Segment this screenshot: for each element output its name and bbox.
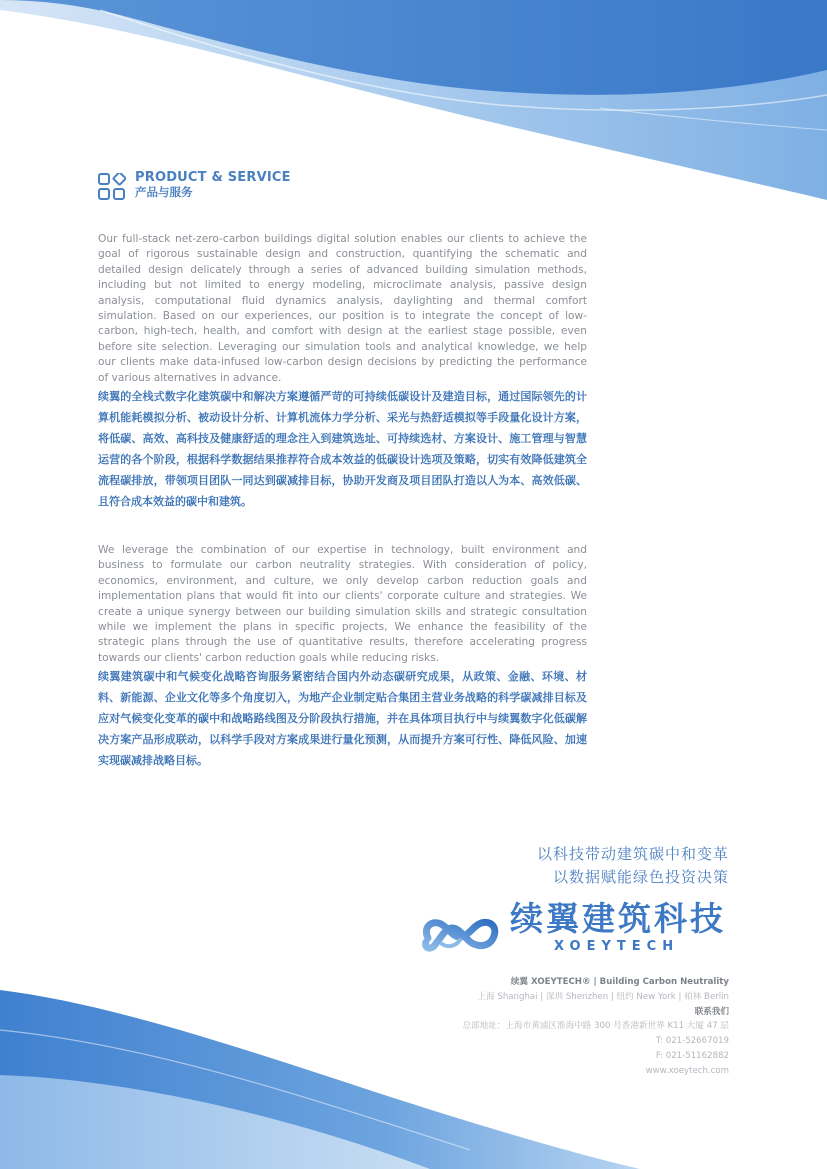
- grid-squares-icon: [98, 173, 126, 201]
- slogan-line-1: 以科技带动建筑碳中和变革: [536, 845, 729, 863]
- intro-paragraph-en: Our full-stack net-zero-carbon buildings digital solution enables our clients to achieve the goal of rigorous sustainable design and construction, quantifying the schematic and detailed design delicately through a series of advanced building simulation methods, including but not limited to energy modeling, microclimate analysis, passive design analysis, computational fluid dynamics analysis, daylighting and thermal comfort simulation. Based on our experiences, our position is to integrate the concept of low-carbon, high-tech, health, and comfort with design at the earliest stage possible, even before site selection. Leveraging our simulation tools and analytical knowledge, we help our clients make data-infused low-carbon design decisions by predicting the performance of various alternatives in advance.: [98, 233, 587, 384]
- footer-website-link[interactable]: www.xoeytech.com: [645, 1065, 729, 1076]
- logo-text-cn: 续翼建筑科技: [510, 899, 726, 938]
- footer-company: 续翼 XOEYTECH® | Building Carbon Neutrality: [510, 977, 729, 987]
- logo-text-en: XOEYTECH: [554, 939, 680, 954]
- footer-tel: T: 021-52667019: [655, 1036, 729, 1047]
- strategy-paragraph-cn: 续翼建筑碳中和气候变化战略咨询服务紧密结合国内外动态碳研究成果，从政策、金融、环境、材料、新能源、企业文化等多个角度切入，为地产企业制定贴合集团主营业务战略的科学碳减排目标及应对气候变化变革的碳中和战略路线图及分阶段执行措施，并在具体项目执行中与续翼数字化低碳解决方案产品形成联动，以科学手段对方案成果进行量化预测，从而提升方案可行性、降低风险、加速实现碳减排战略目标。: [98, 670, 587, 768]
- intro-block: [98, 232, 587, 512]
- footer-address: 总部地址：上海市黄浦区淮海中路 300 号香港新世界 K11 大厦 47 层: [462, 1021, 729, 1032]
- footer-cities: 上海 Shanghai | 深圳 Shenzhen | 纽约 New York | 柏林 Berlin: [477, 991, 729, 1002]
- section-title-en: PRODUCT & SERVICE: [135, 170, 291, 185]
- footer-contact-title: 联系我们: [694, 1006, 729, 1017]
- slogan-line-2: 以数据赋能绿色投资决策: [552, 868, 729, 886]
- section-title-cn: 产品与服务: [135, 185, 193, 199]
- strategy-paragraph-en: We leverage the combination of our expertise in technology, built environment and business to formulate our carbon neutrality strategies. With consideration of policy, economics, environment, and culture, we only develop carbon reduction goals and implementation plans that would fit into our clients' corporate culture and strategies. We create a unique synergy between our building simulation skills and strategic consultation while we implement the plans in specific projects, We enhance the feasibility of the strategic plans through the use of quantitative results, therefore accelerating progress towards our clients' carbon reduction goals while reducing risks.: [98, 544, 587, 664]
- infinity-logo-icon: [420, 904, 500, 956]
- company-logo: [420, 900, 732, 960]
- footer-fax: F: 021-51162882: [655, 1050, 729, 1061]
- intro-paragraph-cn: 续翼的全栈式数字化建筑碳中和解决方案遵循严苛的可持续低碳设计及建造目标，通过国际领先的计算机能耗模拟分析、被动设计分析、计算机流体力学分析、采光与热舒适模拟等手段量化设计方案，将低碳、高效、高科技及健康舒适的理念注入到建筑选址、可持续选材、方案设计、施工管理与智慧运营的各个阶段，根据科学数据结果推荐符合成本效益的低碳设计选项及策略，切实有效降低建筑全流程碳排放，带领项目团队一同达到碳减排目标，协助开发商及项目团队打造以人为本、高效低碳、且符合成本效益的碳中和建筑。: [98, 390, 587, 509]
- strategy-block: [98, 543, 587, 771]
- section-header: [98, 170, 291, 201]
- bottom-wave-decoration: [0, 960, 827, 1169]
